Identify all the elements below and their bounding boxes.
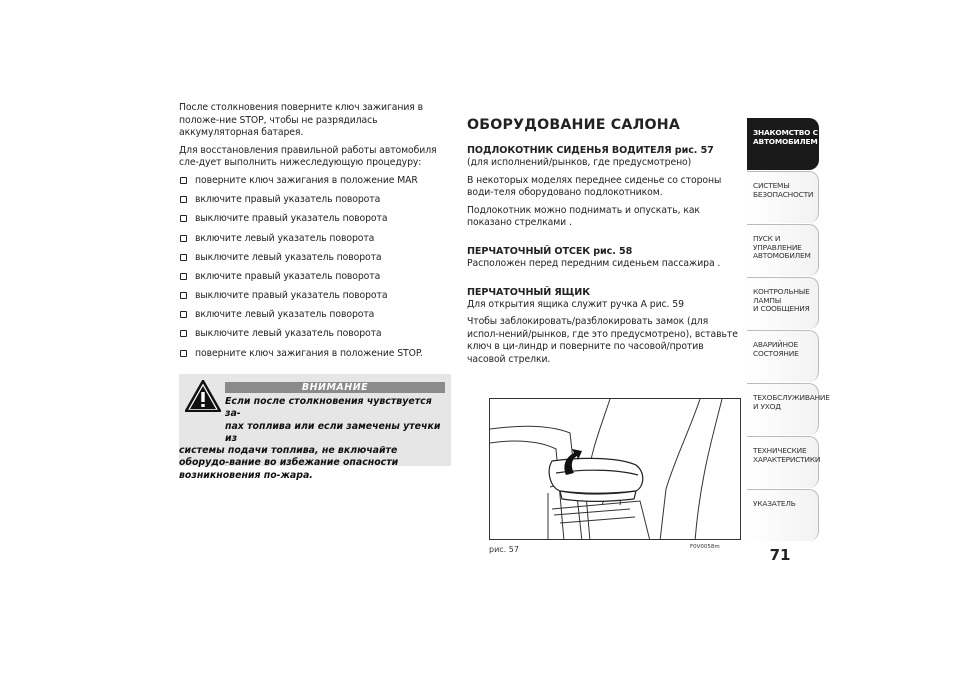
tab-maintenance[interactable]: ТЕХОБСЛУЖИВАНИЕ И УХОД bbox=[747, 383, 819, 435]
procedure-step: включите левый указатель поворота bbox=[179, 233, 451, 246]
chapter-tabs bbox=[747, 118, 830, 542]
checkbox-bullet-icon bbox=[180, 177, 187, 184]
warning-title: ВНИМАНИЕ bbox=[225, 382, 445, 393]
tab-safety[interactable]: СИСТЕМЫ БЕЗОПАСНОСТИ bbox=[747, 171, 819, 223]
procedure-intro: Для восстановления правильной работы автомобиля сле-дует выполнить нижеследующую процедуру: bbox=[179, 144, 437, 169]
figure-code: F0V0058m bbox=[690, 544, 720, 550]
procedure-step: выключите левый указатель поворота bbox=[179, 328, 451, 341]
warning-box bbox=[179, 374, 451, 481]
procedure-list bbox=[179, 175, 451, 360]
armrest-paragraph: В некоторых моделях переднее сиденье со стороны води-теля оборудовано подлокотником. bbox=[467, 174, 722, 199]
checkbox-bullet-icon bbox=[180, 235, 187, 242]
procedure-step: включите правый указатель поворота bbox=[179, 194, 451, 207]
warning-text: Если после столкновения чувствуется за- пах топлива или если замечены утечки из системы подачи топлива, не включайте оборудо-вание во избежание опасности возникновения по-жара. bbox=[179, 396, 441, 481]
procedure-step: выключите правый указатель поворота bbox=[179, 213, 451, 226]
armrest-drawing bbox=[490, 399, 741, 540]
checkbox-bullet-icon bbox=[180, 350, 187, 357]
checkbox-bullet-icon bbox=[180, 311, 187, 318]
checkbox-bullet-icon bbox=[180, 330, 187, 337]
figure-57-illustration bbox=[489, 398, 741, 540]
checkbox-bullet-icon bbox=[180, 215, 187, 222]
section-title: ОБОРУДОВАНИЕ САЛОНА bbox=[467, 117, 681, 133]
tab-technical-specs[interactable]: ТЕХНИЧЕСКИЕ ХАРАКТЕРИСТИКИ bbox=[747, 436, 819, 488]
procedure-step: включите правый указатель поворота bbox=[179, 271, 451, 284]
right-column bbox=[467, 117, 742, 372]
procedure-step: поверните ключ зажигания в положение MAR bbox=[179, 175, 451, 188]
page-number: 71 bbox=[769, 546, 791, 564]
checkbox-bullet-icon bbox=[180, 196, 187, 203]
tab-intro[interactable]: ЗНАКОМСТВО С АВТОМОБИЛЕМ bbox=[747, 118, 819, 170]
tab-starting-driving[interactable]: ПУСК И УПРАВЛЕНИЕ АВТОМОБИЛЕМ bbox=[747, 224, 819, 276]
tab-warning-lights[interactable]: КОНТРОЛЬНЫЕ ЛАМПЫ И СООБЩЕНИЯ bbox=[747, 277, 819, 329]
procedure-step: выключите правый указатель поворота bbox=[179, 290, 451, 303]
figure-caption: рис. 57 bbox=[489, 545, 519, 554]
glovebox-heading: ПЕРЧАТОЧНЫЙ ОТСЕК рис. 58 bbox=[467, 245, 633, 257]
box-paragraph: Чтобы заблокировать/разблокировать замок (для испол-нений/рынков, где это предусмотрено), вставьте ключ в ци-линдр и поверните по часовой/против часовой стрелки. bbox=[467, 316, 738, 365]
glovebox-paragraph: Расположен перед передним сиденьем пассажира . bbox=[467, 257, 721, 269]
procedure-step: включите левый указатель поворота bbox=[179, 309, 451, 322]
procedure-step: поверните ключ зажигания в положение STOP. bbox=[179, 348, 451, 361]
armrest-note: (для исполнений/рынков, где предусмотрено) bbox=[467, 157, 692, 168]
box-paragraph: Для открытия ящика служит ручка A рис. 59 bbox=[467, 298, 684, 310]
procedure-step: выключите левый указатель поворота bbox=[179, 252, 451, 265]
box-heading: ПЕРЧАТОЧНЫЙ ЯЩИК bbox=[467, 286, 590, 298]
armrest-paragraph: Подлокотник можно поднимать и опускать, как показано стрелками . bbox=[467, 204, 700, 229]
checkbox-bullet-icon bbox=[180, 273, 187, 280]
checkbox-bullet-icon bbox=[180, 254, 187, 261]
tab-emergency[interactable]: АВАРИЙНОЕ СОСТОЯНИЕ bbox=[747, 330, 819, 382]
checkbox-bullet-icon bbox=[180, 292, 187, 299]
tab-index[interactable]: УКАЗАТЕЛЬ bbox=[747, 489, 819, 541]
armrest-heading: ПОДЛОКОТНИК СИДЕНЬЯ ВОДИТЕЛЯ рис. 57 bbox=[467, 145, 714, 156]
intro-paragraph: После столкновения поверните ключ зажигания в положе-ние STOP, чтобы не разрядилась аккумуляторная батарея. bbox=[179, 102, 424, 139]
left-column bbox=[179, 102, 451, 367]
